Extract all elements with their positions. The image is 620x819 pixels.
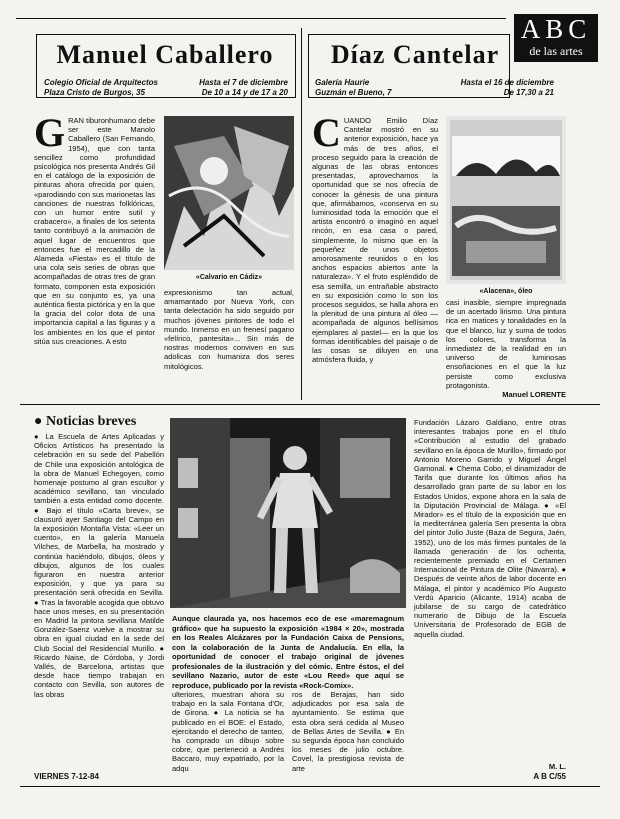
center-divider: [301, 28, 302, 400]
alacena-caption: «Alacena», óleo: [479, 288, 533, 295]
alacena-artwork: [446, 116, 566, 284]
right-review-text-2: casi inasible, siempre impregnada de un acertado lirismo. Una pintura rica en matices y tonalidades en la que el blanco, luz y suma de todos los colores, transforma la inmediatez de la realidad en un universo de luminosas ensoñaciones en el que la luz persiste como exclusiva protagonista.: [446, 298, 566, 390]
right-review-dates: Hasta el 16 de diciembre: [460, 78, 554, 87]
left-review-text-2: expresionismo tan actual, amamantado por Nueva York, con tanta delectación ha sido seguido por muchos jóvenes pintores de todo el mundo. Inmerso en un frenesí pagano «felírico, pantesita»... Sin más de nostras modernos conviven en sus adolicas con humaniza dos seres mitológicos.: [164, 288, 294, 371]
alacena-photo: [446, 116, 566, 284]
noticias-text-1: ● La Escuela de Artes Aplicadas y Oficios Artísticos ha presentado la celebración en su sede del Pabellón de Chile una exposición antológica de la obra de Manuel Echegoyen, como homenaje postumo al gran escultor y académico sevillano, tan vinculado también a esta entidad como docente. ● Bajo el título «Carta breve», se clausuró ayer Santiago del Campo en la exposición Montaña Vista: «Leer un cuento», en la galería Manuela Vilches, de Marbella, ha mostrado y continúa haciéndolo, dibujos, óleos y dibujos, algunos de los cuales figuraron en nuestra anterior exposición, y que ya para su presentación será ofrecida en Sevilla. ● Tras la favorable acogida que obtuvo hace unos meses, en su presentación en Madrid la pintora sevillana Matilde González-Saenz vuelve a mostrar su obra en igual ciudad en la sede del Club Social del Residencial Murillo. ● Ricardo Naise, de Córdoba, y Jordi Vallés, de Barcelona, artistas que desde hace tiempo trabajan en contacto con Sevilla, son autores de las obras: [34, 432, 164, 699]
right-review-signature: Manuel LORENTE: [502, 390, 566, 399]
abc-logo: [514, 14, 598, 62]
noticias-column-2: [172, 690, 284, 773]
noticias-column-3: [292, 690, 404, 773]
right-review-column-1: [312, 110, 438, 398]
right-review-column-2: [446, 298, 566, 390]
left-review-hours: De 10 a 14 y de 17 a 20: [201, 88, 288, 97]
right-review-address: Guzmán el Bueno, 7: [315, 88, 392, 97]
section-rule: [20, 404, 600, 405]
right-review-text-1: UANDO Emilio Díaz Cantelar mostró en su anterior exposición, hace ya más de tres años, el proceso seguido para la creación de algunas de las obras entonces presentadas, aprovechamos la oportunidad que se nos ofrecía de conocer la génesis de una pintura que, afirmábamos, «conserva en su luminosidad toda la emoción que el artista encontró o imaginó en aquel rincón, en esa casa o pared, simplemente, lo mismo que en la pequeñez de unos objetos amorosamente reunidos o en los anchos espacios abiertos ante la naturaleza». Y el fruto espléndido de esa semilla, un entrañable abstracto en su exposición como lo son los procesos seguidos, se halla ahora en la plenitud de una pintura al óleo —acompañada de algunos bellísimos ejemplares al pastel— en la que los formas identificables del paisaje o de las cosas se diluyen en una atmósfera fluida, y: [312, 116, 438, 365]
calvario-caption: «Calvario en Cádiz»: [195, 274, 263, 281]
right-review-title: Díaz Cantelar: [330, 40, 500, 69]
right-review-venue: Galería Haurie: [315, 78, 370, 87]
noticias-title: [34, 414, 164, 430]
left-review-column-1: [34, 110, 155, 384]
right-review-hours: De 17,30 a 21: [503, 88, 554, 97]
noticias-bullet-icon: ●: [34, 414, 43, 429]
left-review-dates-block: [170, 78, 288, 98]
calvario-artwork: [164, 116, 294, 270]
noticias-text-2: ulteriores, muestran ahora su trabajo en la sala Fontana d'Or, de Girona. ● La noticia se ha publicado en el BOE: el Estado, ejercitando el derecho de tanteo, ha comprado un dibujo sobre cobre, que perteneció a Andrés Baccaro, muy expatriado, por la adqu: [172, 690, 284, 773]
left-review-title: Manuel Caballero: [56, 40, 274, 69]
right-review-dates-block: [440, 78, 554, 98]
left-review-dates: Hasta el 7 de diciembre: [199, 78, 288, 87]
footer-rule: [20, 786, 600, 787]
top-rule: [16, 18, 506, 19]
right-news-text: Fundación Lázaro Galdiano, entre otras interesantes trabajos pone en el título «Contribución al estudio del grabado sevillano en la época de Murillo», firmado por Antonio Moreno Garrido y Miguel Ángel Gamonal. ● Chema Cobo, el dinamizador de Tarifa que durante los últimos años ha desarrollado gran parte de su labor en los Estados Unidos, expone ahora en la sala de la Diputación Provincial de Málaga. ● «El Mirador» es el título de la exposición que en la mediterránea galería Sen presenta la obra del pintor Julio Juste (Baza de Segura, Jaén, 1952), uno de los más firmes puntales de la llamada generación de los ochenta, recientemente premiado en el Certamen Internacional de Pintura de Olite (Navarra). ● Después de veinte años de labor docente en Málaga, el pintor y académico Pío Augusto Verdú Aparicio (Alicante, 1914) acaba de jubilarse de su cargo de catedrático numerario de Dibujo de la Escuela Universitaria de Profesorado de EGB de aquella ciudad.: [414, 418, 566, 639]
lou-reed-artwork: [170, 418, 406, 608]
right-news-column: [414, 418, 566, 754]
left-review-address: Plaza Cristo de Burgos, 35: [44, 88, 145, 97]
left-review-column-2: [164, 288, 294, 384]
lou-reed-caption: Aunque claurada ya, nos hacemos eco de ese «maremagnum gráfico» que ha supuesto la exposición «1984 × 20», mostrada en los Reales Alcázares por la Fundación Caixa de Pensions, con la colaboración de la Junta de Andalucía. En ella, la oportunidad de conocer el trabajo original de jóvenes profesionales de la ilustración y del cómic. Entre éstos, el del sevillano Nazario, autor de este «Lou Reed» que aquí se reproduce, publicado por la revista «Rock-Comix».: [172, 614, 404, 690]
lou-reed-photo: [170, 418, 406, 608]
abc-logo-sub: de las artes: [529, 44, 583, 58]
noticias-text-3: ros de Berajas, han sido adjudicados por esa sala de ayuntamiento. Se estima que esta obra será cedida al Museo de Bellas Artes de Sevilla. ● En su segunda época han concluido los meses de julio octubre. Covel, la prestigiosa revista de arte: [292, 690, 404, 773]
left-review-dropcap: G: [34, 110, 66, 155]
calvario-photo: [164, 116, 294, 270]
footer-page: A B C/55: [533, 772, 566, 781]
right-review-venue-block: [315, 78, 425, 98]
noticias-title-text: Noticias breves: [45, 414, 137, 429]
noticias-column-1: [34, 432, 164, 764]
footer-date: VIERNES 7-12-84: [34, 772, 99, 781]
left-review-venue-block: [44, 78, 174, 98]
abc-logo-main: ABC: [520, 14, 592, 44]
right-news-signature: M. L.: [548, 762, 566, 771]
left-review-text-1: RAN tiburonhumano debe ser este Manolo Caballero (San Fernando, 1954), que con tanta sencillez como profundidad psicológica nos presenta Andrés Gil en el catálogo de la exposición de pinturas ahora ofrecida por quien, «parodiando con sus marionetas las canciones de nuestras folklóricas, con un humor entre sutil y crabacero», a finales de los setenta tanto contribuyó a la animación de aquel lugar de encuentros que entonces fue el mercadillo de la Alameda «Fiesta» es el título de una cola seis series de obras que acompañadas de otras tres de gran formato, componen esta exposición que en su conjunto es, ya una auténtica fiesta pictórica y en la que la gracia del color dota de una importancia capital a las figuras y a los ambientes en los que el pintor sitúa sus creaciones. A esto: [34, 116, 155, 346]
right-review-dropcap: C: [312, 110, 341, 155]
left-review-venue: Colegio Oficial de Arquitectos: [44, 78, 158, 87]
